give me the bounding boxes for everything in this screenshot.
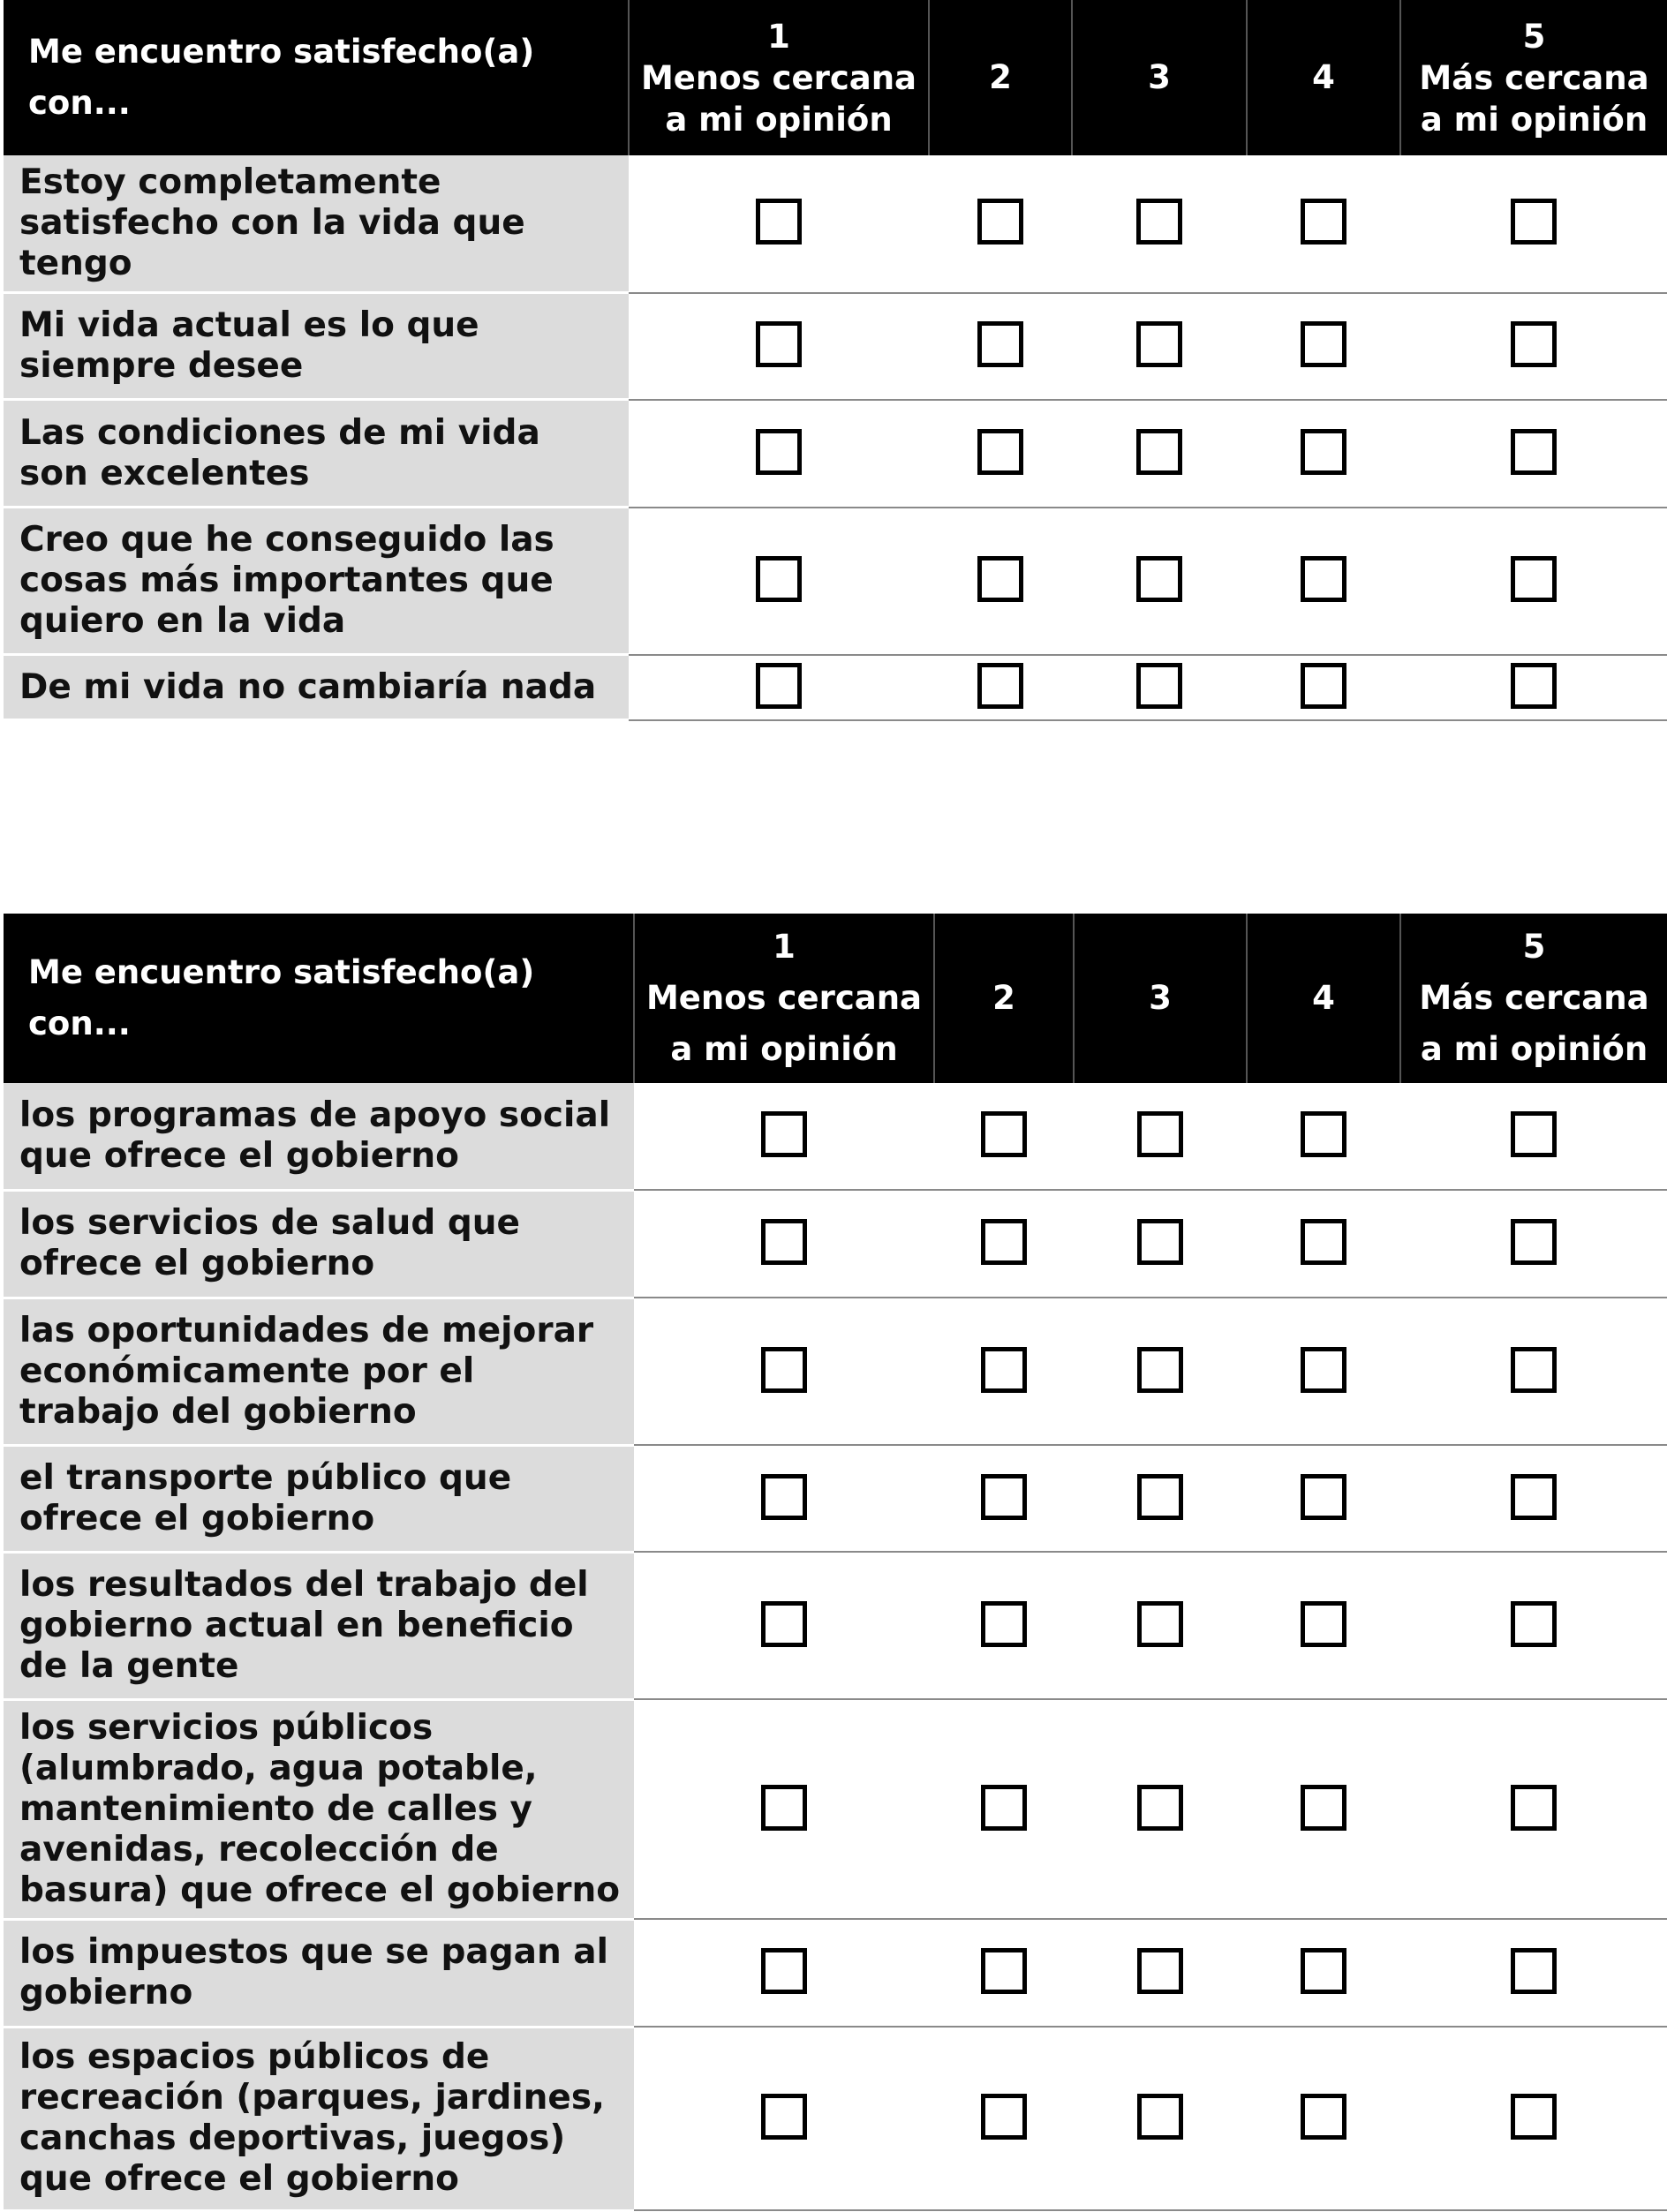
question-label: el transporte público que ofrece el gobierno <box>4 1445 634 1552</box>
option-cell-3 <box>1072 400 1247 508</box>
option-cell-3 <box>1072 155 1247 293</box>
question-label: De mi vida no cambiaría nada <box>4 655 629 720</box>
rating-1-checkbox[interactable] <box>761 1474 807 1520</box>
option-cell-2 <box>934 1699 1074 1919</box>
table-row <box>4 1298 1667 1445</box>
option-cell-5 <box>1400 508 1667 655</box>
header-label: Me encuentro satisfecho(a) con... <box>4 0 629 155</box>
question-label: los programas de apoyo social que ofrece el gobierno <box>4 1083 634 1190</box>
option-cell-3 <box>1074 1083 1247 1190</box>
option-cell-2 <box>934 1298 1074 1445</box>
rating-4-checkbox[interactable] <box>1301 1111 1346 1157</box>
rating-2-checkbox[interactable] <box>977 663 1023 709</box>
rating-2-checkbox[interactable] <box>981 1948 1027 1994</box>
rating-4-checkbox[interactable] <box>1301 1785 1346 1831</box>
option-cell-2 <box>929 400 1072 508</box>
option-cell-4 <box>1247 1298 1400 1445</box>
option-cell-3 <box>1072 655 1247 720</box>
rating-3-checkbox[interactable] <box>1137 1474 1183 1520</box>
header-col-4: 4 <box>1247 0 1400 155</box>
header-col-5-line1: Más cercana <box>1419 58 1649 97</box>
rating-5-checkbox[interactable] <box>1511 1948 1557 1994</box>
header-col-1 <box>629 0 929 155</box>
rating-4-checkbox[interactable] <box>1301 1474 1346 1520</box>
table-header <box>4 914 1667 1083</box>
header-col-3: 3 <box>1074 914 1247 1083</box>
rating-2-checkbox[interactable] <box>981 1111 1027 1157</box>
option-cell-1 <box>634 1298 934 1445</box>
option-cell-1 <box>629 655 929 720</box>
option-cell-3 <box>1072 293 1247 400</box>
option-cell-1 <box>634 1445 934 1552</box>
rating-1-checkbox[interactable] <box>756 199 802 245</box>
rating-3-checkbox[interactable] <box>1136 199 1182 245</box>
rating-1-checkbox[interactable] <box>761 1601 807 1647</box>
rating-2-checkbox[interactable] <box>981 1474 1027 1520</box>
header-col-1-number: 1 <box>773 928 796 966</box>
rating-1-checkbox[interactable] <box>756 321 802 367</box>
option-cell-2 <box>929 293 1072 400</box>
rating-4-checkbox[interactable] <box>1301 199 1346 245</box>
option-cell-5 <box>1400 1445 1667 1552</box>
option-cell-1 <box>634 2027 934 2210</box>
table-row <box>4 1083 1667 1190</box>
rating-2-checkbox[interactable] <box>981 1347 1027 1393</box>
option-cell-3 <box>1074 1298 1247 1445</box>
rating-3-checkbox[interactable] <box>1137 1601 1183 1647</box>
rating-3-checkbox[interactable] <box>1136 663 1182 709</box>
table-row <box>4 1919 1667 2027</box>
option-cell-4 <box>1247 1190 1400 1298</box>
option-cell-1 <box>629 508 929 655</box>
table-header <box>4 0 1667 155</box>
rating-4-checkbox[interactable] <box>1301 1601 1346 1647</box>
rating-4-checkbox[interactable] <box>1301 321 1346 367</box>
rating-1-checkbox[interactable] <box>761 1948 807 1994</box>
rating-2-checkbox[interactable] <box>981 1219 1027 1265</box>
table-row <box>4 1445 1667 1552</box>
rating-5-checkbox[interactable] <box>1511 663 1557 709</box>
header-col-1-line1: Menos cercana <box>645 979 923 1017</box>
option-cell-1 <box>629 293 929 400</box>
rating-5-checkbox[interactable] <box>1511 1474 1557 1520</box>
option-cell-5 <box>1400 1190 1667 1298</box>
rating-1-checkbox[interactable] <box>756 663 802 709</box>
rating-3-checkbox[interactable] <box>1137 2094 1183 2140</box>
header-label: Me encuentro satisfecho(a) con... <box>4 914 634 1083</box>
header-col-1-line2: a mi opinión <box>665 100 893 139</box>
table-row <box>4 293 1667 400</box>
rating-3-checkbox[interactable] <box>1137 1785 1183 1831</box>
header-col-5-line2: a mi opinión <box>1420 100 1648 139</box>
rating-1-checkbox[interactable] <box>761 1111 807 1157</box>
question-label: los resultados del trabajo del gobierno actual en beneficio de la gente <box>4 1552 634 1699</box>
question-label: los servicios públicos (alumbrado, agua potable, mantenimiento de calles y avenidas, recolección de basura) que ofrece el gobierno <box>4 1699 634 1919</box>
option-cell-1 <box>634 1083 934 1190</box>
table-row <box>4 2027 1667 2210</box>
option-cell-5 <box>1400 1919 1667 2027</box>
rating-5-checkbox[interactable] <box>1511 1111 1557 1157</box>
table-row <box>4 1190 1667 1298</box>
table-row <box>4 155 1667 293</box>
question-label: los impuestos que se pagan al gobierno <box>4 1919 634 2027</box>
option-cell-5 <box>1400 293 1667 400</box>
option-cell-4 <box>1247 2027 1400 2210</box>
rating-5-checkbox[interactable] <box>1511 199 1557 245</box>
option-cell-5 <box>1400 1552 1667 1699</box>
option-cell-2 <box>934 2027 1074 2210</box>
rating-5-checkbox[interactable] <box>1511 556 1557 602</box>
rating-4-checkbox[interactable] <box>1301 1219 1346 1265</box>
option-cell-4 <box>1247 1552 1400 1699</box>
rating-4-checkbox[interactable] <box>1301 1948 1346 1994</box>
rating-2-checkbox[interactable] <box>981 1785 1027 1831</box>
header-col-5 <box>1400 914 1667 1083</box>
rating-2-checkbox[interactable] <box>981 1601 1027 1647</box>
question-label: los servicios de salud que ofrece el gobierno <box>4 1190 634 1298</box>
option-cell-4 <box>1247 1445 1400 1552</box>
rating-5-checkbox[interactable] <box>1511 1601 1557 1647</box>
question-label: Creo que he conseguido las cosas más importantes que quiero en la vida <box>4 508 629 655</box>
option-cell-5 <box>1400 1083 1667 1190</box>
rating-1-checkbox[interactable] <box>756 429 802 475</box>
header-col-1 <box>634 914 934 1083</box>
option-cell-3 <box>1074 1445 1247 1552</box>
option-cell-3 <box>1074 1919 1247 2027</box>
header-col-1-line2: a mi opinión <box>670 1030 898 1068</box>
option-cell-1 <box>634 1552 934 1699</box>
header-col-2: 2 <box>934 914 1074 1083</box>
option-cell-5 <box>1400 2027 1667 2210</box>
table-row <box>4 1552 1667 1699</box>
rating-5-checkbox[interactable] <box>1511 321 1557 367</box>
rating-5-checkbox[interactable] <box>1511 1785 1557 1831</box>
header-col-5 <box>1400 0 1667 155</box>
option-cell-4 <box>1247 1919 1400 2027</box>
table-body <box>4 1083 1667 2210</box>
government-satisfaction-table <box>4 914 1667 2212</box>
table-row <box>4 508 1667 655</box>
rating-4-checkbox[interactable] <box>1301 556 1346 602</box>
rating-2-checkbox[interactable] <box>977 199 1023 245</box>
rating-2-checkbox[interactable] <box>977 321 1023 367</box>
option-cell-1 <box>629 400 929 508</box>
rating-4-checkbox[interactable] <box>1301 2094 1346 2140</box>
header-col-2: 2 <box>929 0 1072 155</box>
option-cell-2 <box>934 1552 1074 1699</box>
rating-3-checkbox[interactable] <box>1137 1347 1183 1393</box>
option-cell-3 <box>1074 1699 1247 1919</box>
rating-5-checkbox[interactable] <box>1511 2094 1557 2140</box>
rating-3-checkbox[interactable] <box>1136 429 1182 475</box>
table-row <box>4 400 1667 508</box>
header-col-1-number: 1 <box>767 17 790 56</box>
table-body <box>4 155 1667 720</box>
option-cell-3 <box>1074 1190 1247 1298</box>
rating-4-checkbox[interactable] <box>1301 1347 1346 1393</box>
option-cell-5 <box>1400 655 1667 720</box>
option-cell-1 <box>629 155 929 293</box>
rating-1-checkbox[interactable] <box>761 1785 807 1831</box>
header-col-1-line1: Menos cercana <box>640 58 917 97</box>
option-cell-5 <box>1400 155 1667 293</box>
rating-2-checkbox[interactable] <box>977 556 1023 602</box>
header-col-5-number: 5 <box>1522 928 1546 966</box>
table-row <box>4 655 1667 720</box>
option-cell-4 <box>1247 655 1400 720</box>
option-cell-3 <box>1074 1552 1247 1699</box>
rating-4-checkbox[interactable] <box>1301 663 1346 709</box>
option-cell-4 <box>1247 1699 1400 1919</box>
option-cell-3 <box>1072 508 1247 655</box>
question-label: Estoy completamente satisfecho con la vida que tengo <box>4 155 629 293</box>
option-cell-2 <box>929 508 1072 655</box>
rating-3-checkbox[interactable] <box>1137 1948 1183 1994</box>
option-cell-4 <box>1247 1083 1400 1190</box>
option-cell-1 <box>634 1699 934 1919</box>
option-cell-4 <box>1247 293 1400 400</box>
option-cell-4 <box>1247 508 1400 655</box>
option-cell-2 <box>929 155 1072 293</box>
rating-2-checkbox[interactable] <box>981 2094 1027 2140</box>
rating-3-checkbox[interactable] <box>1137 1111 1183 1157</box>
rating-1-checkbox[interactable] <box>761 1219 807 1265</box>
table-row <box>4 1699 1667 1919</box>
rating-3-checkbox[interactable] <box>1136 321 1182 367</box>
rating-4-checkbox[interactable] <box>1301 429 1346 475</box>
option-cell-2 <box>934 1445 1074 1552</box>
option-cell-2 <box>934 1919 1074 2027</box>
header-col-5-number: 5 <box>1522 17 1546 56</box>
rating-5-checkbox[interactable] <box>1511 1219 1557 1265</box>
option-cell-4 <box>1247 400 1400 508</box>
option-cell-4 <box>1247 155 1400 293</box>
rating-3-checkbox[interactable] <box>1137 1219 1183 1265</box>
rating-1-checkbox[interactable] <box>761 1347 807 1393</box>
rating-3-checkbox[interactable] <box>1136 556 1182 602</box>
header-col-4: 4 <box>1247 914 1400 1083</box>
option-cell-3 <box>1074 2027 1247 2210</box>
rating-2-checkbox[interactable] <box>977 429 1023 475</box>
option-cell-2 <box>929 655 1072 720</box>
question-label: Mi vida actual es lo que siempre desee <box>4 293 629 400</box>
question-label: los espacios públicos de recreación (parques, jardines, canchas deportivas, juegos) que ofrece el gobierno <box>4 2027 634 2210</box>
option-cell-2 <box>934 1190 1074 1298</box>
life-satisfaction-table <box>4 0 1667 721</box>
option-cell-5 <box>1400 1298 1667 1445</box>
option-cell-5 <box>1400 400 1667 508</box>
header-col-5-line1: Más cercana <box>1419 979 1649 1017</box>
question-label: Las condiciones de mi vida son excelentes <box>4 400 629 508</box>
question-label: las oportunidades de mejorar económicamente por el trabajo del gobierno <box>4 1298 634 1445</box>
rating-5-checkbox[interactable] <box>1511 429 1557 475</box>
option-cell-5 <box>1400 1699 1667 1919</box>
header-col-3: 3 <box>1072 0 1247 155</box>
rating-1-checkbox[interactable] <box>756 556 802 602</box>
option-cell-1 <box>634 1919 934 2027</box>
rating-1-checkbox[interactable] <box>761 2094 807 2140</box>
header-col-5-line2: a mi opinión <box>1420 1030 1648 1068</box>
rating-5-checkbox[interactable] <box>1511 1347 1557 1393</box>
option-cell-2 <box>934 1083 1074 1190</box>
option-cell-1 <box>634 1190 934 1298</box>
